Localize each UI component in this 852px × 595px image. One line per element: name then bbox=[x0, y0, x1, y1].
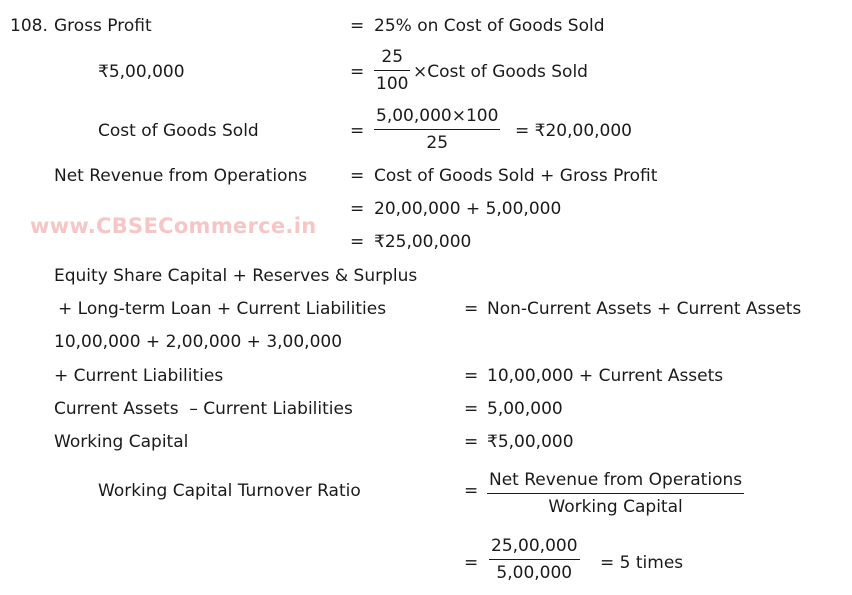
fraction-denominator: 5,00,000 bbox=[496, 563, 573, 584]
equals-sign: = bbox=[464, 399, 479, 419]
fraction-wc-turnover bbox=[487, 470, 744, 517]
fraction-numerator: 25,00,000 bbox=[491, 536, 578, 556]
equals-sign: = bbox=[350, 166, 365, 186]
equals-sign: = bbox=[464, 366, 479, 386]
assets-total: Non-Current Assets + Current Assets bbox=[487, 299, 802, 319]
watermark: www.CBSECommerce.in bbox=[30, 214, 317, 238]
cogs-result: = ₹20,00,000 bbox=[515, 121, 632, 141]
working-capital-label: Working Capital bbox=[54, 432, 189, 452]
net-revenue-formula: Cost of Goods Sold + Gross Profit bbox=[374, 166, 658, 186]
final-result: = 5 times bbox=[600, 553, 684, 573]
net-revenue-label: Net Revenue from Operations bbox=[54, 166, 308, 186]
fraction-numerator: 5,00,000×100 bbox=[376, 106, 499, 126]
fraction-bar bbox=[374, 70, 410, 71]
fraction-bar bbox=[487, 493, 744, 494]
question-number: 108. bbox=[10, 16, 48, 36]
wc-turnover-label: Working Capital Turnover Ratio bbox=[98, 481, 361, 501]
fraction-25-100 bbox=[374, 47, 410, 94]
equals-sign: = bbox=[350, 16, 365, 36]
gross-profit-value: 25% on Cost of Goods Sold bbox=[374, 16, 605, 36]
equity-share-capital-label: Equity Share Capital + Reserves & Surplus bbox=[54, 266, 418, 286]
ca-minus-cl-label: Current Assets – Current Liabilities bbox=[54, 399, 353, 419]
equals-sign: = bbox=[464, 481, 479, 501]
fraction-final bbox=[489, 536, 580, 583]
equals-sign: = bbox=[464, 299, 479, 319]
net-revenue-substitution: 20,00,000 + 5,00,000 bbox=[374, 199, 562, 219]
equals-sign: = bbox=[464, 432, 479, 452]
fraction-bar bbox=[374, 129, 500, 130]
fraction-numerator: Net Revenue from Operations bbox=[489, 470, 743, 490]
equals-sign: = bbox=[350, 62, 365, 82]
capital-amounts: 10,00,000 + 2,00,000 + 3,00,000 bbox=[54, 332, 343, 352]
fraction-tail: ×Cost of Goods Sold bbox=[413, 62, 588, 82]
equals-sign: = bbox=[350, 121, 365, 141]
fraction-denominator: Working Capital bbox=[548, 497, 683, 518]
ca-minus-cl-value: 5,00,000 bbox=[487, 399, 563, 419]
assets-substitution: 10,00,000 + Current Assets bbox=[487, 366, 724, 386]
fraction-denominator: 100 bbox=[376, 74, 409, 95]
liabilities-label: + Long-term Loan + Current Liabilities bbox=[58, 299, 387, 319]
equals-sign: = bbox=[350, 232, 365, 252]
gross-profit-amount: ₹5,00,000 bbox=[98, 62, 185, 82]
equals-sign: = bbox=[350, 199, 365, 219]
gross-profit-label: Gross Profit bbox=[54, 16, 152, 36]
fraction-cogs bbox=[374, 106, 500, 153]
fraction-bar bbox=[489, 559, 580, 560]
plus-current-liabilities: + Current Liabilities bbox=[54, 366, 224, 386]
equals-sign: = bbox=[464, 553, 479, 573]
fraction-denominator: 25 bbox=[426, 133, 449, 154]
net-revenue-result: ₹25,00,000 bbox=[374, 232, 472, 252]
cogs-label: Cost of Goods Sold bbox=[98, 121, 259, 141]
working-capital-value: ₹5,00,000 bbox=[487, 432, 574, 452]
fraction-numerator: 25 bbox=[381, 47, 404, 67]
